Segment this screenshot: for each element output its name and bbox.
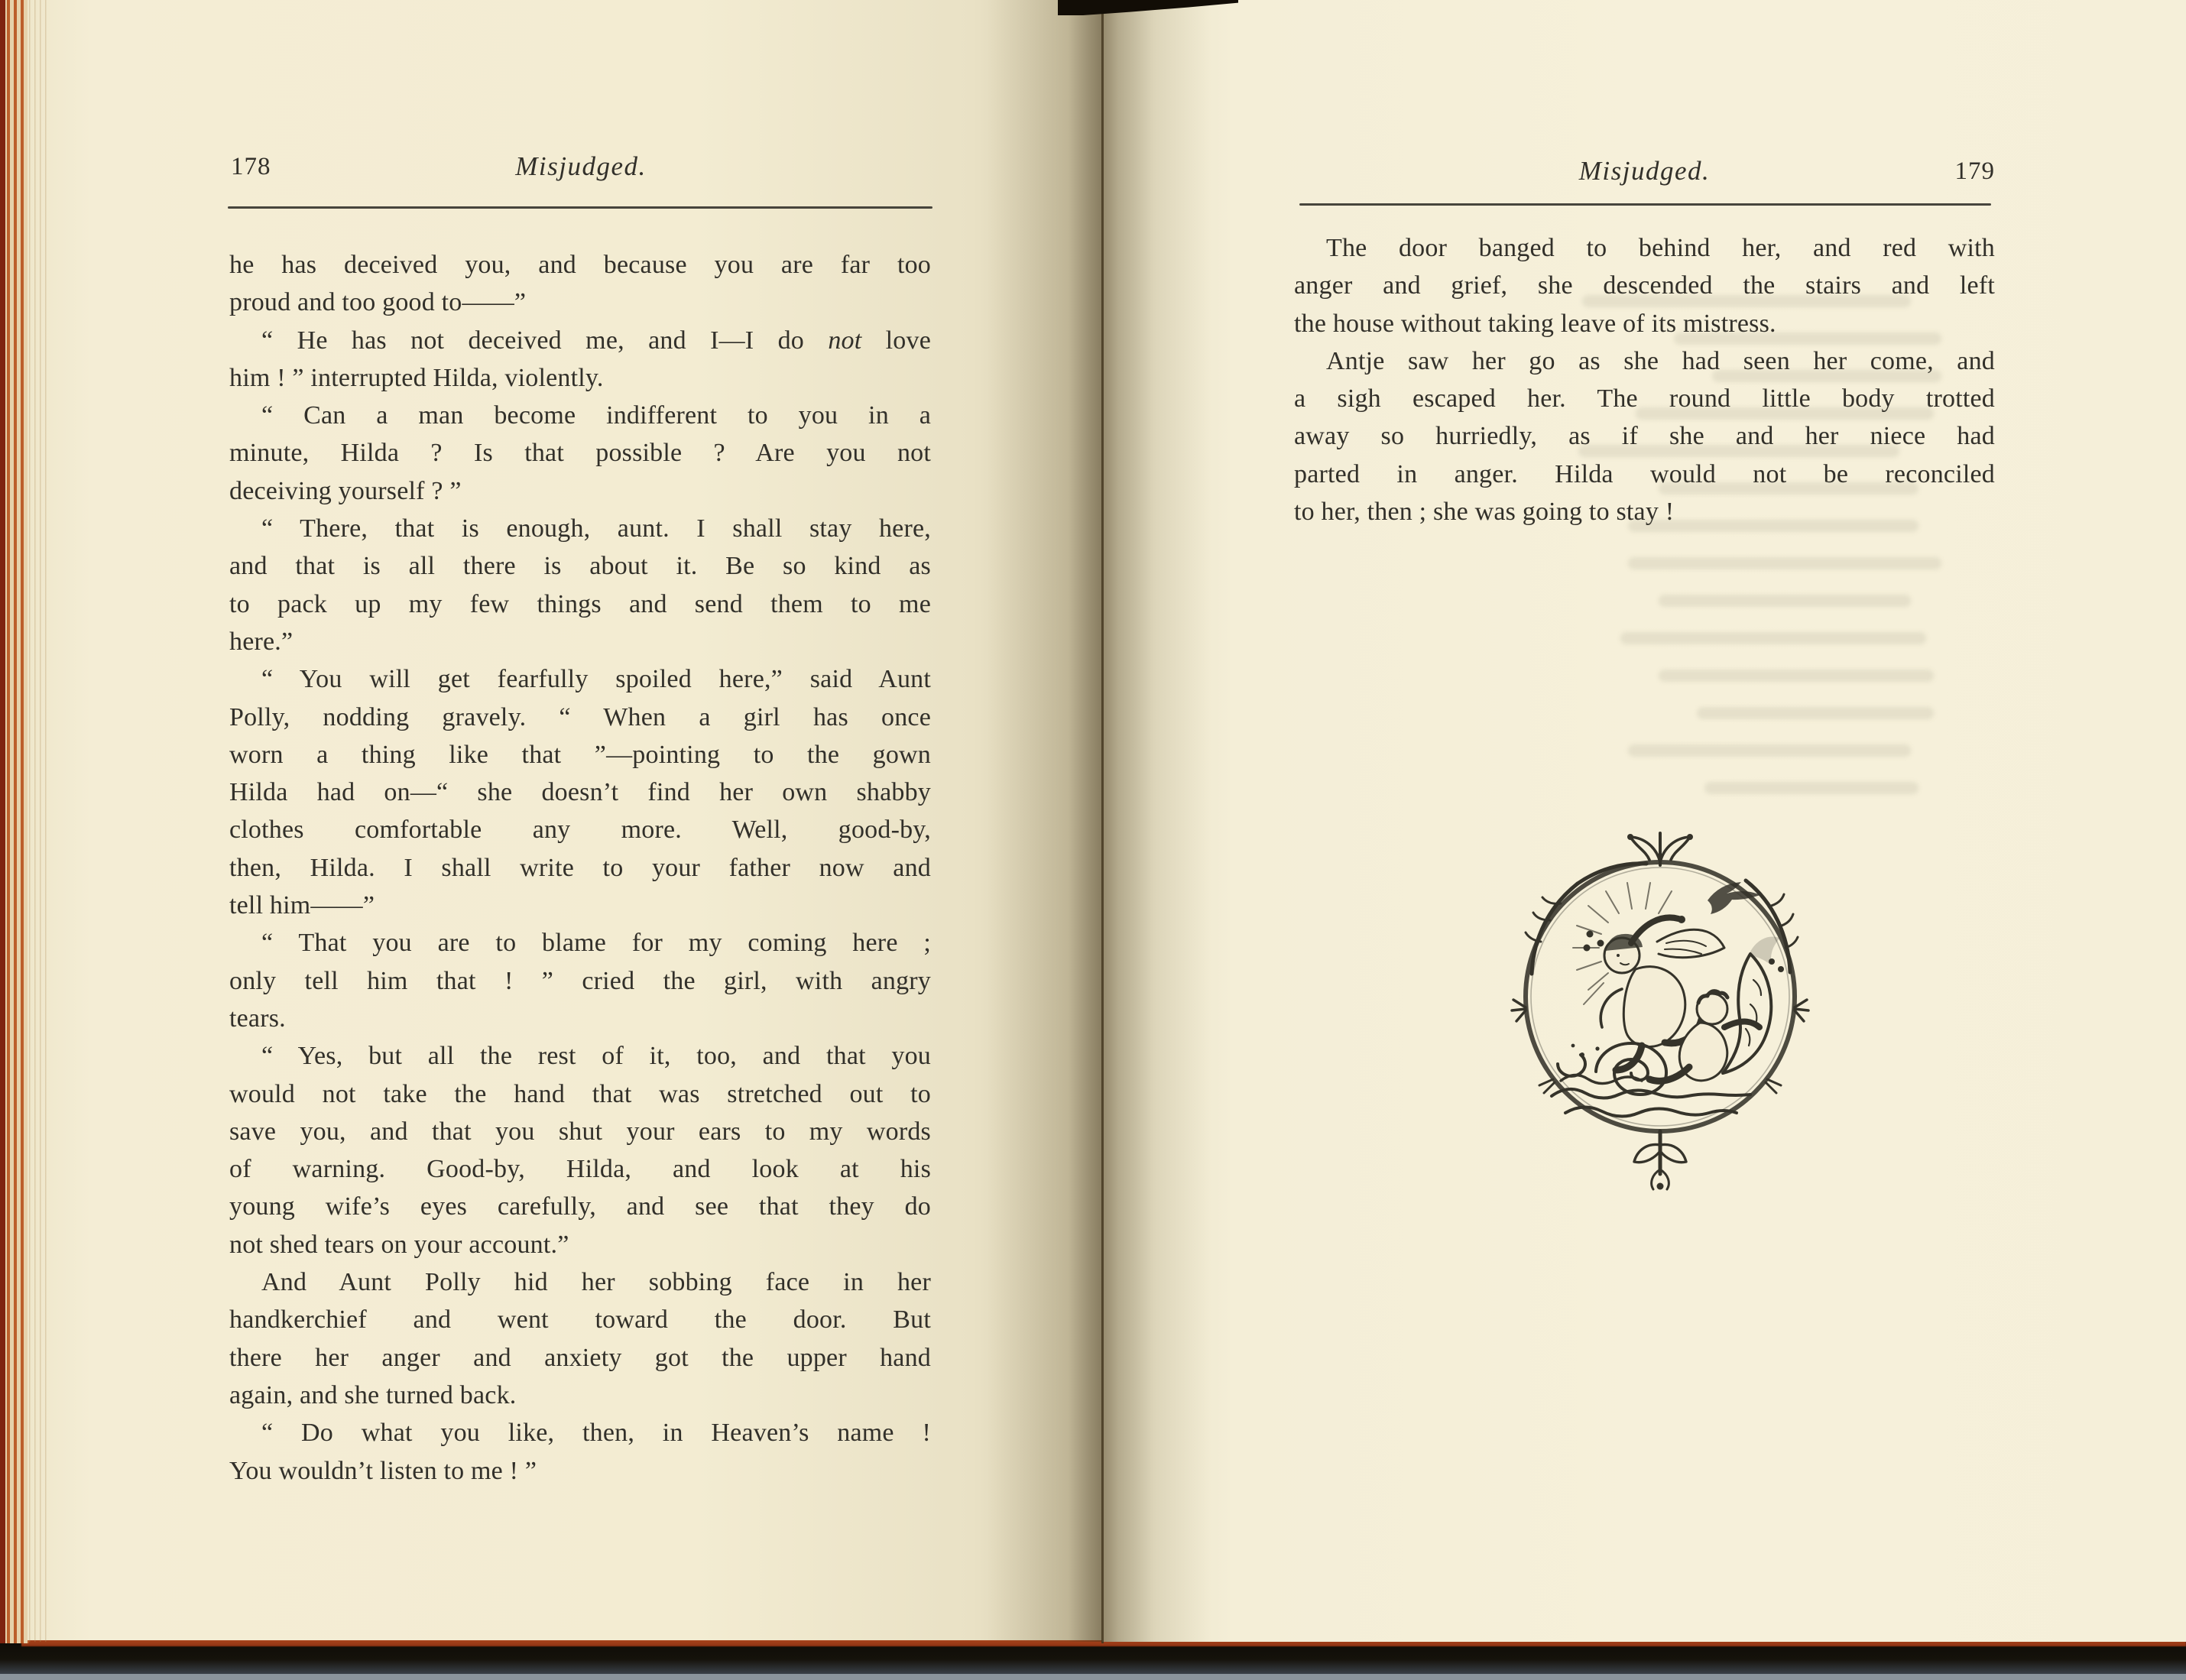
- page-stack-edge: [29, 0, 47, 1642]
- right-page-body-text: [1294, 229, 1995, 530]
- text-line: “ That you are to blame for my coming here ;: [261, 929, 931, 958]
- header-rule: [228, 206, 932, 209]
- text-line: him ! ” interrupted Hilda, violently.: [229, 363, 604, 392]
- text-line: Hilda had on—“ she doesn’t find her own shabby: [229, 778, 931, 807]
- text-line: to her, then ; she was going to stay !: [1294, 498, 1675, 527]
- running-title: Misjudged.: [515, 151, 647, 181]
- text-line: again, and she turned back.: [229, 1380, 517, 1409]
- page-number: 179: [1954, 157, 1995, 185]
- fore-edge-stripes: [0, 0, 29, 1643]
- text-line: the house without taking leave of its mistress.: [1294, 309, 1776, 338]
- text-line: “ He has not deceived me, and I—I do not love: [261, 326, 931, 355]
- left-page-body-text: [229, 246, 931, 1490]
- text-line: minute, Hilda ? Is that possible ? Are you not: [229, 439, 931, 468]
- text-line: Polly, nodding gravely. “ When a girl has once: [229, 702, 931, 731]
- gutter-shadow-left: [986, 0, 1102, 1642]
- book-bottom-shadow: [0, 1642, 2186, 1674]
- text-line: not shed tears on your account.”: [229, 1230, 569, 1259]
- text-line: save you, and that you shut your ears to my words: [229, 1117, 931, 1146]
- text-line: to pack up my few things and send them to me: [229, 589, 931, 618]
- text-line: of warning. Good-by, Hilda, and look at his: [229, 1155, 931, 1184]
- text-line: and that is all there is about it. Be so kind as: [229, 552, 931, 581]
- running-title: Misjudged.: [1578, 156, 1711, 186]
- text-line: would not take the hand that was stretched out to: [229, 1079, 931, 1108]
- text-line: Antje saw her go as she had seen her come, and: [1326, 346, 1995, 375]
- text-line: “ There, that is enough, aunt. I shall stay here,: [261, 514, 931, 543]
- text-line: The door banged to behind her, and red with: [1326, 234, 1995, 262]
- page-number: 178: [231, 153, 271, 180]
- text-line: anger and grief, she descended the stairs and left: [1294, 271, 1995, 300]
- gutter-shadow-right: [1104, 0, 1211, 1642]
- text-line: deceiving yourself ? ”: [229, 476, 462, 505]
- text-line: “ You will get fearfully spoiled here,” said Aunt: [261, 665, 931, 694]
- text-line: he has deceived you, and because you are far too: [229, 251, 931, 279]
- text-line: “ Do what you like, then, in Heaven’s name !: [261, 1419, 931, 1448]
- text-line: handkerchief and went toward the door. But: [229, 1305, 931, 1335]
- text-line: clothes comfortable any more. Well, good-by,: [229, 816, 931, 845]
- text-line: tell him——”: [229, 891, 375, 920]
- text-line: a sigh escaped her. The round little body trotted: [1294, 384, 1995, 414]
- left-page-header: [229, 153, 932, 188]
- text-line: worn a thing like that ”—pointing to the gown: [229, 740, 931, 769]
- text-line: then, Hilda. I shall write to your father now and: [229, 853, 931, 882]
- text-line: parted in anger. Hilda would not be reconciled: [1294, 459, 1995, 488]
- cherub-vignette-illustration: [1507, 827, 1813, 1194]
- text-line: “ Yes, but all the rest of it, too, and that you: [261, 1042, 931, 1071]
- right-page-header: [1294, 157, 1995, 193]
- text-line: away so hurriedly, as if she and her niece had: [1294, 422, 1995, 451]
- header-rule: [1299, 203, 1991, 206]
- text-line: proud and too good to——”: [229, 288, 527, 317]
- text-line: young wife’s eyes carefully, and see that they do: [229, 1192, 931, 1221]
- text-line: tears.: [229, 1004, 286, 1033]
- text-line: here.”: [229, 627, 294, 656]
- text-line: And Aunt Polly hid her sobbing face in her: [261, 1268, 931, 1297]
- text-line: You wouldn’t listen to me ! ”: [229, 1456, 537, 1485]
- text-line: only tell him that ! ” cried the girl, with angry: [229, 966, 931, 995]
- text-line: “ Can a man become indifferent to you in a: [261, 401, 931, 430]
- text-line: there her anger and anxiety got the upper hand: [229, 1343, 931, 1372]
